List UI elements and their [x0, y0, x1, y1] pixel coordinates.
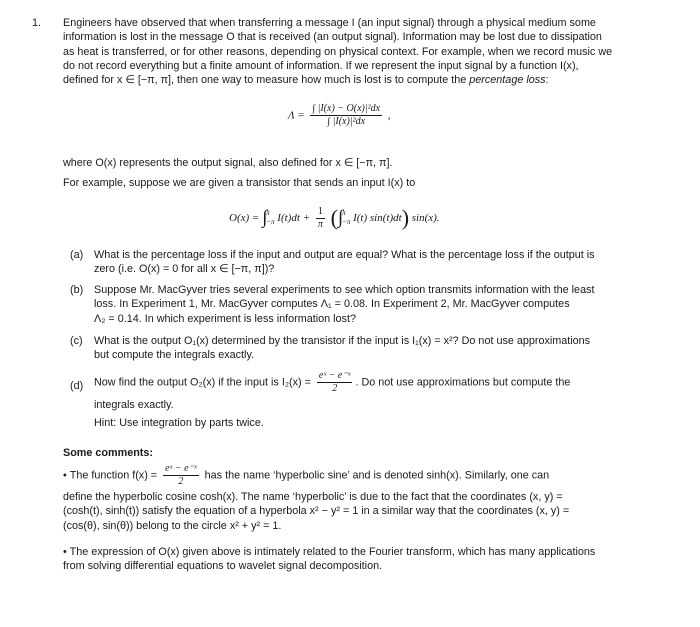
intro-line: Engineers have observed that when transferring a message I (an input signal) through a physical medium some: [63, 17, 596, 29]
integral-upper-limit: π: [266, 209, 270, 217]
loss-tail: ,: [387, 109, 391, 122]
output-tail: sin(x).: [411, 212, 440, 224]
part-d-frac-num: eˣ − e⁻ˣ: [318, 370, 351, 381]
part-d-label: (d): [70, 380, 84, 392]
part-c-line: What is the output O₁(x) determined by the transistor if the input is I₁(x) = x²? Do not use approximations: [94, 335, 591, 347]
integral-sign-icon: ∫: [262, 207, 268, 228]
part-a-line: zero (i.e. O(x) = 0 for all x ∈ [−π, π])?: [94, 263, 275, 276]
part-b-label: (b): [70, 284, 84, 296]
output-frac-num: 1: [316, 206, 325, 219]
intro-line: do not record everything but a finite amount of information. If we represent the input signal by a function I(x),: [63, 59, 579, 72]
integral-lower-limit: −π: [266, 218, 275, 226]
part-b-line: loss. In Experiment 1, Mr. MacGyver computes Λ₁ = 0.08. In Experiment 2, Mr. MacGyver computes: [94, 298, 570, 311]
part-d-hint: Hint: Use integration by parts twice.: [94, 417, 264, 429]
part-b-line: Suppose Mr. MacGyver tries several experiments to see which option transmits information with the least: [94, 284, 595, 296]
part-d-frac-den: 2: [332, 383, 338, 394]
paren-open: (: [330, 205, 338, 230]
comment-bullet-1-rest: [63, 490, 667, 533]
problem-number: 1.: [32, 17, 42, 29]
bullet-icon: •: [63, 469, 67, 482]
output-term1: I(t)dt +: [277, 212, 311, 224]
intro-line: information is lost in the message O that is received (an output signal). Information may be lost due to dissipation: [63, 31, 602, 44]
loss-lhs: Λ =: [288, 109, 305, 122]
output-term2: I(t) sin(t)dt: [353, 212, 402, 224]
loss-numerator: ∫ |I(x) − O(x)|²dx: [312, 103, 381, 114]
bullet-1-line: (cos(θ), sin(θ)) belong to the circle x² + y² = 1.: [63, 519, 282, 532]
loss-formula: [288, 103, 391, 128]
example-line: For example, suppose we are given a transistor that sends an input I(x) to: [63, 177, 416, 189]
comment-bullet-2: [63, 545, 667, 574]
sinh-frac-den: 2: [178, 476, 184, 487]
integral-lower-limit: −π: [342, 218, 351, 226]
where-line: where O(x) represents the output signal, also defined for x ∈ [−π, π].: [63, 157, 393, 169]
part-a: [94, 248, 666, 277]
integral-sign-icon: ∫: [337, 207, 344, 228]
intro-line: as heat is transferred, or for other reasons, depending on physical context. For example, when we record music we: [63, 45, 613, 58]
part-a-label: (a): [70, 249, 84, 261]
output-formula: [229, 205, 440, 231]
part-c-label: (c): [70, 335, 83, 347]
bullet-icon: •: [63, 546, 67, 558]
comments-heading: Some comments:: [63, 447, 153, 459]
part-d-line2: integrals exactly.: [94, 399, 174, 411]
loss-fraction: [310, 103, 382, 128]
bullet-1-line: (cosh(t), sinh(t)) satisfy the equation of a hyperbola x² − y² = 1 in a similar way that the coordinates (x, y) =: [63, 505, 570, 518]
part-b: [94, 283, 666, 326]
paren-close: ): [401, 205, 410, 230]
problem-intro: [63, 16, 667, 87]
bullet-1-line: define the hyperbolic cosine cosh(x). The name ‘hyperbolic’ is due to the fact that the coordinates (x, y) =: [63, 491, 563, 503]
comment-bullet-1-first: • The function f(x) = $\frac{\text{eˣ − e⁻ˣ}}{2}$ has the name ‘hyperbolic sine’ and is denoted sinh(x). Similarly, one can: [63, 463, 550, 487]
output-frac-den: π: [317, 218, 323, 230]
sinh-frac-num: eˣ − e⁻ˣ: [165, 463, 197, 474]
output-fraction: [316, 206, 325, 231]
bullet-2-line: from solving differential equations to wavelet signal decomposition.: [63, 560, 383, 573]
part-a-line: What is the percentage loss if the input and output are equal? What is the percentage loss if the output is: [94, 249, 595, 261]
part-d-line1: Now find the output O₂(x) if the input is I₂(x) = $\frac{\text{eˣ − e⁻ˣ}}{2}$ . Do not use approximations but compute the: [94, 370, 571, 394]
intro-emphasis: percentage loss: [469, 74, 546, 87]
intro-line-last: defined for x ∈ [−π, π], then one way to measure how much is lost is to compute the percentage loss:: [63, 74, 549, 87]
output-lhs: O(x) =: [229, 212, 260, 224]
bullet-2-line: The expression of O(x) given above is intimately related to the Fourier transform, which has many applications: [69, 546, 596, 558]
part-d-fraction: [317, 370, 353, 395]
sinh-fraction: [163, 463, 199, 488]
part-b-line: Λ₂ = 0.14. In which experiment is less information lost?: [94, 312, 356, 325]
integral-upper-limit: π: [342, 209, 346, 217]
loss-denominator: ∫ |I(x)|²dx: [327, 116, 366, 127]
part-c-line: but compute the integrals exactly.: [94, 349, 255, 362]
part-c: [94, 334, 666, 363]
